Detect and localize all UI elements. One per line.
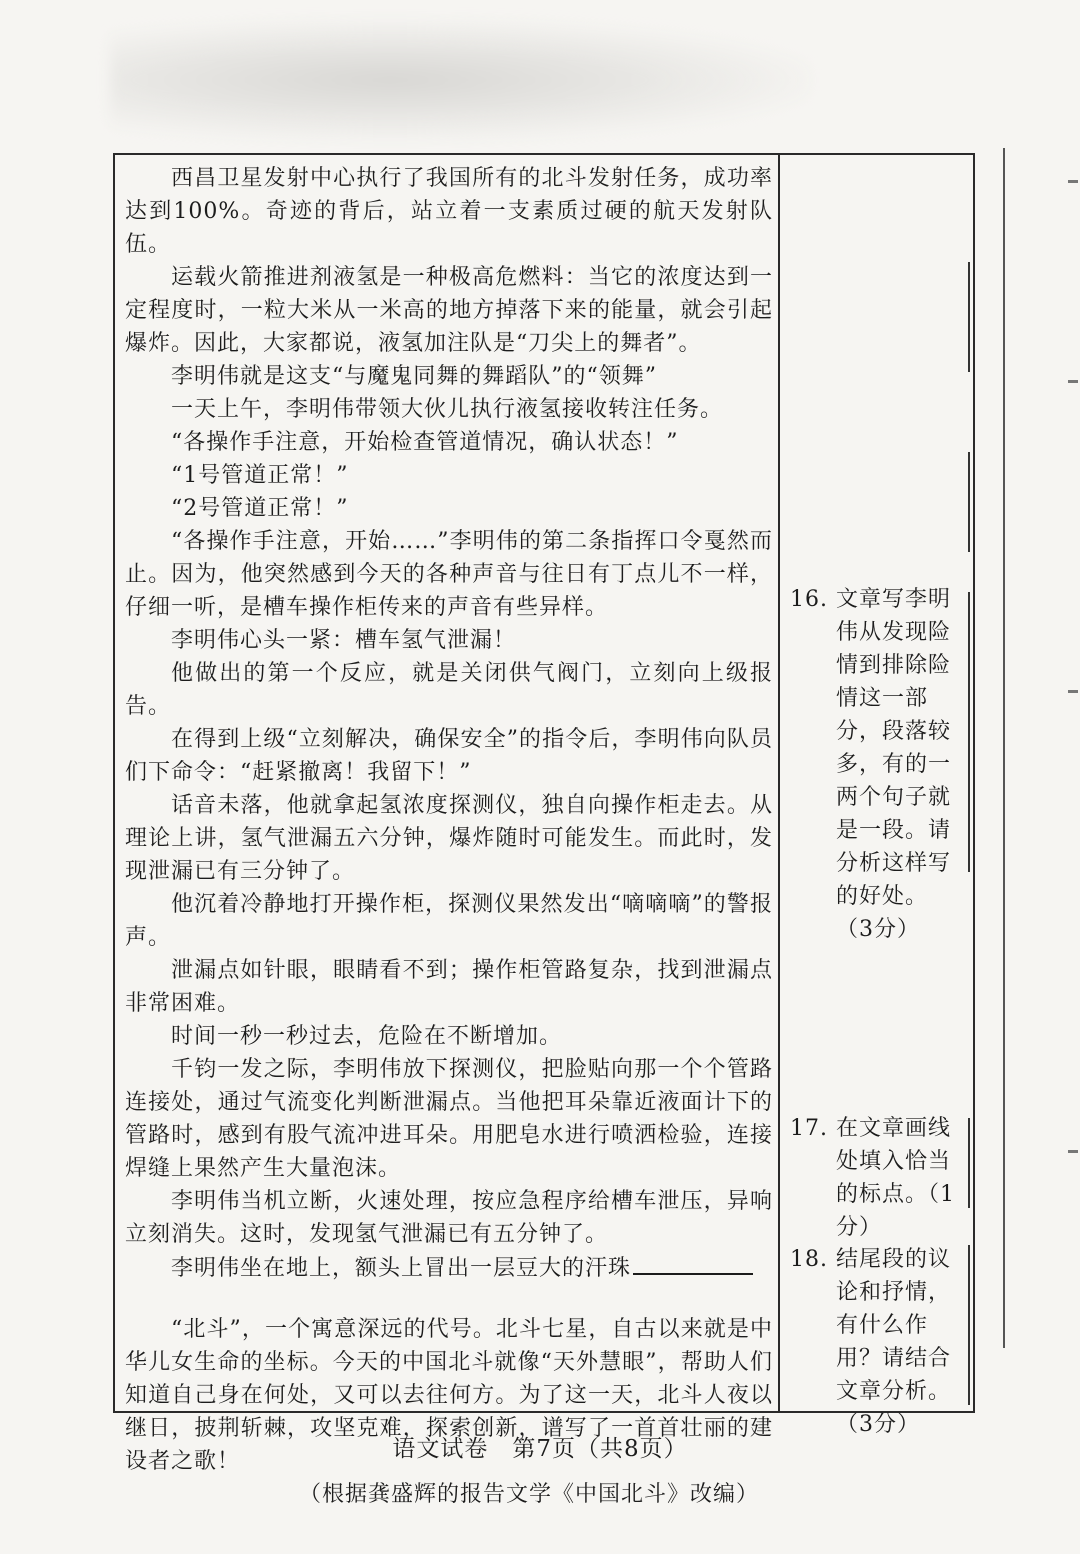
closing-paragraph: “北斗”，一个寓意深远的代号。北斗七星，自古以来就是中华儿女生命的坐标。今天的中国北斗就像“天外慧眼”，帮助人们知道自己身在何处，又可以去往何方。为了这一天，北斗人夜以继日，披荆斩棘，攻坚克难，探索创新，谱写了一首首壮丽的建设者之歌！: [125, 1317, 773, 1474]
edge-mark: [1068, 1150, 1078, 1153]
answer-line: [968, 1118, 970, 1208]
paragraph: 西昌卫星发射中心执行了我国所有的北斗发射任务，成功率达到100%。奇迹的背后，站立着一支素质过硬的航天发射队伍。: [125, 166, 773, 257]
paragraph: “1号管道正常！”: [171, 463, 349, 488]
binding-edge-line: [1003, 148, 1005, 1348]
answer-line: [968, 1245, 970, 1405]
column-divider: [778, 153, 780, 1413]
paragraph: “各操作手注意，开始……”李明伟的第二条指挥口令戛然而止。因为，他突然感到今天的各种声音与往日有丁点儿不一样，仔细一听，是槽车操作柜传来的声音有些异样。: [125, 529, 773, 620]
question-number: 17.: [790, 1116, 828, 1141]
page-footer: 语文试卷 第7页（共8页）: [392, 1436, 688, 1462]
edge-mark: [1068, 380, 1078, 383]
paragraph: 千钧一发之际，李明伟放下探测仪，把脸贴向那一个个管路连接处，通过气流变化判断泄漏点。当他把耳朵靠近液面计下的管路时，感到有股气流冲进耳朵。用肥皂水进行喷洒检验，连接焊缝上果然产生大量泡沫。: [125, 1057, 773, 1181]
paragraph: 李明伟心头一紧：槽车氢气泄漏！: [171, 628, 517, 653]
question-score: （3分）: [836, 917, 920, 942]
paragraph: “2号管道正常！”: [171, 496, 349, 521]
paragraph: 在得到上级“立刻解决，确保安全”的指令后，李明伟向队员们下命令：“赶紧撤离！我留下！”: [125, 727, 773, 785]
blurred-header-area: [110, 20, 810, 140]
source-attribution: （根据龚盛辉的报告文学《中国北斗》改编）: [298, 1482, 759, 1507]
paragraph: 李明伟就是这支“与魔鬼同舞的舞蹈队”的“领舞”: [171, 364, 657, 389]
fill-in-blank: [633, 1251, 753, 1275]
reading-passage: [125, 162, 773, 1511]
question-number: 16.: [790, 587, 828, 612]
answer-line: [968, 452, 970, 552]
paragraph: 泄漏点如针眼，眼睛看不到；操作柜管路复杂，找到泄漏点非常困难。: [125, 958, 773, 1016]
paragraph: 他做出的第一个反应，就是关闭供气阀门，立刻向上级报告。: [125, 661, 773, 719]
question-text: 文章写李明伟从发现险情到排除险情这一部分，段落较多，有的一两个句子就是一段。请分析这样写的好处。: [836, 587, 952, 909]
answer-line: [968, 592, 970, 872]
question-text: 结尾段的议论和抒情，有什么作用？请结合文章分析。: [836, 1247, 952, 1404]
paragraph: 时间一秒一秒过去，危险在不断增加。: [171, 1024, 563, 1049]
paragraph: 他沉着冷静地打开操作柜，探测仪果然发出“嘀嘀嘀”的警报声。: [125, 892, 773, 950]
paragraph: “各操作手注意，开始检查管道情况，确认状态！”: [171, 430, 679, 455]
question-17: [790, 1112, 968, 1244]
question-score: （3分）: [836, 1412, 920, 1437]
paragraph: 李明伟当机立断，火速处理，按应急程序给槽车泄压，异响立刻消失。这时，发现氢气泄漏已有五分钟了。: [125, 1189, 773, 1247]
paragraph-with-blank: [125, 1251, 773, 1285]
question-18: [790, 1243, 968, 1441]
edge-mark: [1068, 690, 1078, 693]
paragraph: 一天上午，李明伟带领大伙儿执行液氢接收转注任务。: [171, 397, 724, 422]
paragraph-text: 李明伟坐在地上，额头上冒出一层豆大的汗珠: [171, 1256, 632, 1281]
edge-mark: [1068, 180, 1078, 183]
paragraph: 话音未落，他就拿起氢浓度探测仪，独自向操作柜走去。从理论上讲，氢气泄漏五六分钟，爆炸随时可能发生。而此时，发现泄漏已有三分钟了。: [125, 793, 773, 884]
answer-line: [968, 262, 970, 372]
question-number: 18.: [790, 1247, 828, 1272]
question-text: 在文章画线处填入恰当的标点。（1分）: [836, 1116, 955, 1240]
question-16: [790, 583, 968, 946]
paragraph: 运载火箭推进剂液氢是一种极高危燃料：当它的浓度达到一定程度时，一粒大米从一米高的地方掉落下来的能量，就会引起爆炸。因此，大家都说，液氢加注队是“刀尖上的舞者”。: [125, 265, 773, 356]
